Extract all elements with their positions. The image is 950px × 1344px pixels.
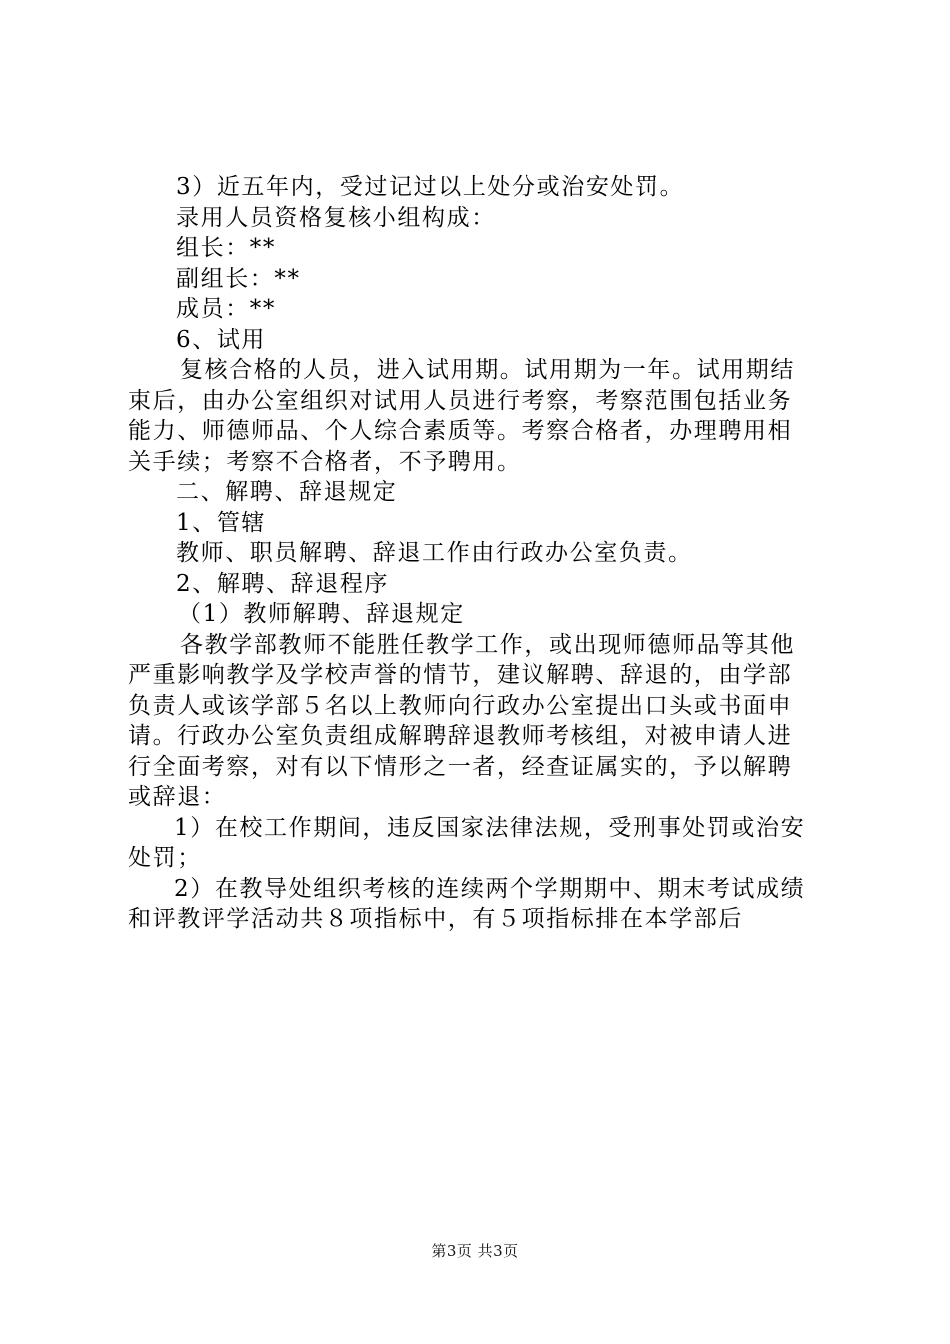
text-line: 1）在校工作期间，违反国家法律法规，受刑事处罚或治安 [174, 814, 806, 841]
text-line: 关手续；考察不合格者，不予聘用。 [128, 448, 522, 475]
section-heading: 6、试用 [176, 326, 267, 353]
text-line: 和评教评学活动共８项指标中，有５项指标排在本学部后 [128, 906, 743, 932]
text-line: 行全面考察，对有以下情形之一者，经查证属实的，予以解聘 [128, 753, 793, 780]
section-heading: 二、解聘、辞退规定 [176, 479, 398, 505]
section-heading: （1）教师解聘、辞退规定 [178, 601, 465, 627]
section-heading: 1、管辖 [176, 509, 267, 536]
text-line: 能力、师德师品、个人综合素质等。考察合格者，办理聘用相 [128, 418, 793, 444]
text-line: 处罚； [128, 845, 202, 871]
document-body [128, 172, 828, 935]
text-line: 严重影响教学及学校声誉的情节，建议解聘、辞退的，由学部 [128, 662, 793, 688]
text-line: 副组长：** [176, 265, 301, 292]
text-line: 束后，由办公室组织对试用人员进行考察，考察范围包括业务 [128, 387, 793, 414]
text-line: 3）近五年内，受过记过以上处分或治安处罚。 [176, 174, 685, 200]
page-number-footer: 第3页 共3页 [431, 1242, 519, 1260]
text-line: 各教学部教师不能胜任教学工作，或出现师德师品等其他 [180, 631, 795, 658]
text-line: 教师、职员解聘、辞退工作由行政办公室负责。 [176, 540, 693, 566]
text-line: 负责人或该学部５名以上教师向行政办公室提出口头或书面申 [128, 692, 793, 719]
text-line: 2）在教导处组织考核的连续两个学期期中、期末考试成绩 [174, 875, 806, 902]
section-heading: 2、解聘、辞退程序 [176, 570, 390, 597]
text-line: 或辞退： [128, 784, 227, 810]
text-line: 组长：** [176, 235, 276, 261]
text-line: 录用人员资格复核小组构成： [176, 204, 496, 231]
text-line: 复核合格的人员，进入试用期。试用期为一年。试用期结 [180, 357, 795, 383]
text-line: 请。行政办公室负责组成解聘辞退教师考核组，对被申请人进 [128, 723, 793, 749]
text-line: 成员：** [176, 296, 276, 322]
